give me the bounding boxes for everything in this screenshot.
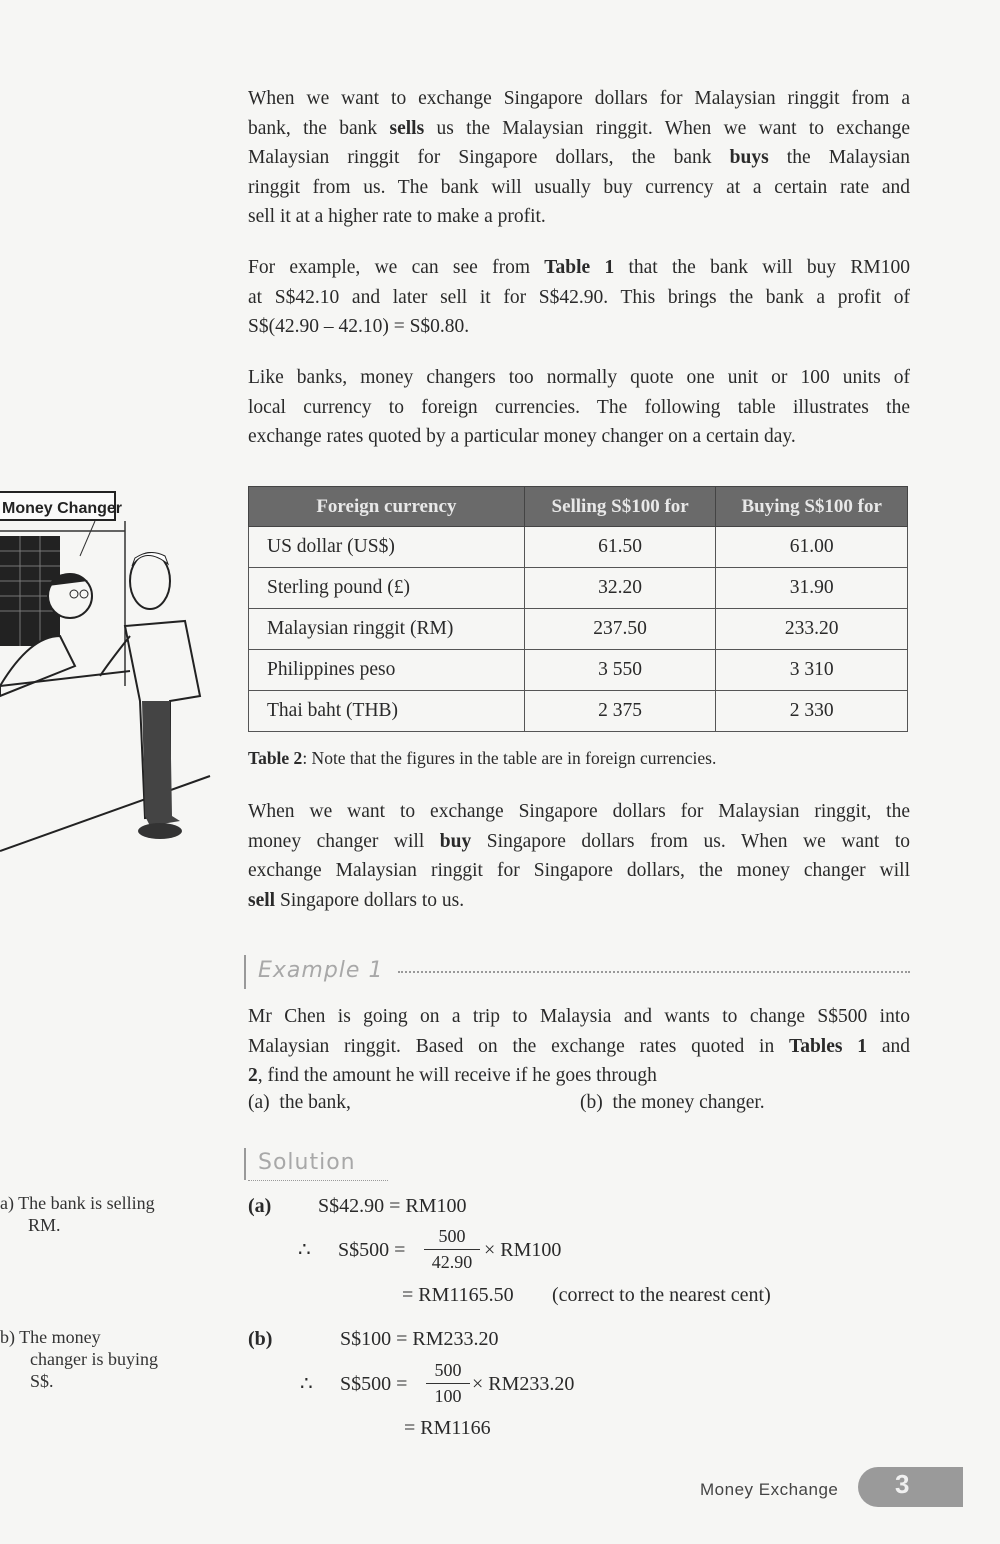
- example-question: [248, 1002, 910, 1091]
- part-a-text: the bank,: [279, 1092, 351, 1113]
- fraction-numerator: 500: [424, 1226, 480, 1250]
- buying-cell: 31.90: [716, 568, 908, 609]
- solution-b-fraction: [426, 1360, 470, 1407]
- text-line: sell it at a higher rate to make a profit.: [248, 206, 546, 227]
- selling-cell: 61.50: [524, 527, 716, 568]
- solution-a-lhs: S$500 =: [338, 1239, 406, 1261]
- text-line: Malaysian ringgit for Singapore dollars, the bank buys the Malaysian: [248, 147, 910, 168]
- text-line: When we want to exchange Singapore dollars for Malaysian ringgit, the: [248, 801, 910, 822]
- text-line: S$(42.90 – 42.10) = S$0.80.: [248, 316, 470, 337]
- text-line: local currency to foreign currencies. The following table illustrates the: [248, 396, 910, 418]
- column-header-currency: Foreign currency: [249, 487, 525, 527]
- part-a-label: (a): [248, 1092, 270, 1113]
- part-b-text: the money changer.: [612, 1092, 765, 1113]
- money-changer-sign: Money Changer: [2, 500, 123, 517]
- solution-b-result: = RM1166: [404, 1417, 491, 1439]
- text-line: Like banks, money changers too normally quote one unit or 100 units of: [248, 367, 910, 388]
- table-caption-text: : Note that the figures in the table are in foreign currencies.: [302, 748, 717, 768]
- margin-note-line: S$.: [30, 1371, 54, 1391]
- example-part-b: [580, 1092, 765, 1114]
- table-header-row: [249, 487, 908, 527]
- example-part-a: [248, 1092, 351, 1114]
- chapter-title: Money Exchange: [700, 1480, 839, 1499]
- table-row: [249, 609, 908, 650]
- selling-cell: 32.20: [524, 568, 716, 609]
- solution-heading-rule: [248, 1180, 388, 1181]
- currency-cell: US dollar (US$): [249, 527, 525, 568]
- page-number-tab: [858, 1467, 963, 1507]
- solution-a-note: (correct to the nearest cent): [552, 1284, 771, 1306]
- table-row: [249, 650, 908, 691]
- currency-cell: Sterling pound (£): [249, 568, 525, 609]
- therefore-symbol: ∴: [298, 1239, 311, 1261]
- buying-cell: 233.20: [716, 609, 908, 650]
- margin-note-a: [0, 1192, 155, 1236]
- selling-cell: 2 375: [524, 691, 716, 732]
- example-heading-rule: [398, 971, 910, 973]
- fraction-denominator: 100: [434, 1386, 462, 1406]
- text-line: bank, the bank sells us the Malaysian ringgit. When we want to exchange: [248, 117, 910, 139]
- buying-cell: 3 310: [716, 650, 908, 691]
- solution-b-rhs: × RM233.20: [472, 1373, 575, 1395]
- text-line: For example, we can see from Table 1 that the bank will buy RM100: [248, 257, 911, 278]
- column-header-selling: Selling S$100 for: [524, 487, 716, 527]
- example-heading: Example 1: [258, 958, 384, 983]
- currency-cell: Thai baht (THB): [249, 691, 525, 732]
- text-line: ringgit from us. The bank will usually buy currency at a certain rate and: [248, 176, 910, 198]
- selling-cell: 237.50: [524, 609, 716, 650]
- solution-a-rhs: × RM100: [484, 1239, 562, 1261]
- intro-paragraph: [248, 84, 910, 232]
- fraction-numerator: 500: [426, 1360, 470, 1384]
- table-row: [249, 568, 908, 609]
- money-changer-illustration: [0, 486, 215, 856]
- currency-cell: Malaysian ringgit (RM): [249, 609, 525, 650]
- currency-cell: Philippines peso: [249, 650, 525, 691]
- solution-a-label: (a): [248, 1195, 272, 1217]
- table-caption-label: Table 2: [248, 748, 303, 768]
- exchange-rates-table: [248, 486, 908, 732]
- money-changer-paragraph: [248, 363, 910, 452]
- text-line: money changer will buy Singapore dollars from us. When we want to: [248, 830, 910, 852]
- buying-cell: 2 330: [716, 691, 908, 732]
- margin-note-b: [0, 1326, 158, 1392]
- margin-note-line: b) The money: [0, 1327, 101, 1347]
- solution-heading: Solution: [258, 1150, 356, 1175]
- margin-note-line: RM.: [28, 1215, 61, 1235]
- text-line: at S$42.10 and later sell it for S$42.90. This brings the bank a profit of: [248, 286, 910, 308]
- example-heading-bar: [244, 955, 246, 989]
- part-b-label: (b): [580, 1092, 603, 1113]
- table-caption: [248, 748, 716, 769]
- solution-b-lhs: S$500 =: [340, 1373, 408, 1395]
- solution-a-line1: S$42.90 = RM100: [318, 1195, 467, 1217]
- page-number: 3: [895, 1469, 910, 1499]
- solution-heading-bar: [244, 1148, 246, 1180]
- table-row: [249, 691, 908, 732]
- text-line: 2, find the amount he will receive if he goes through: [248, 1065, 657, 1086]
- margin-note-line: changer is buying: [30, 1349, 158, 1369]
- margin-note-line: a) The bank is selling: [0, 1193, 155, 1213]
- text-line: exchange rates quoted by a particular money changer on a certain day.: [248, 426, 796, 447]
- text-line: exchange Malaysian ringgit for Singapore dollars, the money changer will: [248, 860, 910, 881]
- solution-a-result: = RM1165.50: [402, 1284, 514, 1306]
- solution-a-fraction: [424, 1226, 480, 1273]
- therefore-symbol: ∴: [300, 1373, 313, 1395]
- selling-cell: 3 550: [524, 650, 716, 691]
- text-line: Malaysian ringgit. Based on the exchange rates quoted in Tables 1 and: [248, 1035, 910, 1057]
- table-row: [249, 527, 908, 568]
- column-header-buying: Buying S$100 for: [716, 487, 908, 527]
- solution-b-line1: S$100 = RM233.20: [340, 1328, 499, 1350]
- text-line: Mr Chen is going on a trip to Malaysia and wants to change S$500 into: [248, 1006, 910, 1027]
- buying-cell: 61.00: [716, 527, 908, 568]
- fraction-denominator: 42.90: [431, 1252, 473, 1272]
- text-line: When we want to exchange Singapore dollars for Malaysian ringgit from a: [248, 88, 910, 109]
- example-paragraph: [248, 253, 910, 342]
- text-line: sell Singapore dollars to us.: [248, 889, 465, 911]
- solution-b-label: (b): [248, 1328, 273, 1350]
- money-changer-buy-sell-paragraph: [248, 797, 910, 915]
